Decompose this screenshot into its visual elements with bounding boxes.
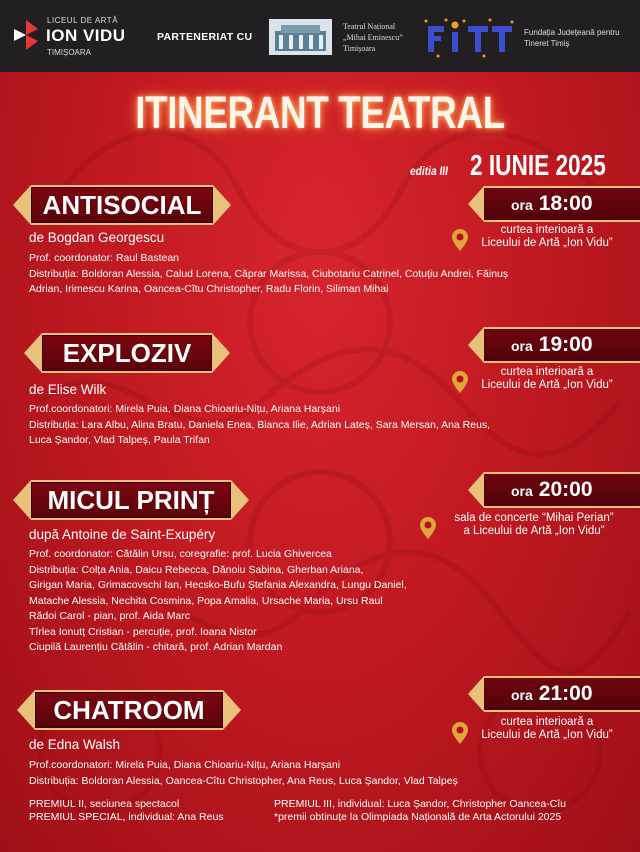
show-time: 21:00	[538, 682, 593, 705]
credit-line: Girigan Maria, Grimacovschi Ian, Hecsko-Bufu Ștefania Alexandra, Lungu Daniel,	[29, 579, 407, 591]
credit-line: Prof. coordonator: Raul Bastean	[29, 252, 180, 264]
show-time: 20:00	[538, 478, 593, 501]
show-title-banner	[31, 480, 231, 520]
show-author: după Antoine de Saint-Exupéry	[29, 527, 216, 542]
time-label: ora	[511, 338, 533, 354]
show-author: de Edna Walsh	[29, 737, 121, 752]
time-badge	[484, 676, 640, 712]
event-title: ITINERANT TEATRAL	[135, 87, 505, 138]
school-logo-icon	[14, 20, 38, 50]
venue-line1: curtea interioară a	[500, 716, 594, 728]
time-badge	[484, 327, 640, 363]
show-title-banner	[42, 333, 212, 373]
show-time: 19:00	[538, 333, 593, 356]
credit-line: Distribuția: Boldoran Alessia, Oancea-Cîtu Christopher, Ana Reus, Luca Șandor, Vlad Talpeș	[29, 774, 458, 787]
time-badge	[484, 472, 640, 508]
theatre-name-line3: Timișoara	[343, 44, 376, 53]
show-venue	[472, 716, 622, 742]
partnership-label: PARTENERIAT CU	[157, 31, 253, 43]
school-name: ION VIDU	[46, 26, 126, 45]
credit-line: Distribuția: Boldoran Alessia, Calud Lorena, Căprar Marissa, Ciubotariu Catrinel, Cotuțiu Andrei, Făinuș	[29, 267, 509, 280]
time-label: ora	[511, 687, 533, 703]
theatre-logo-image	[269, 19, 332, 55]
venue-line2: Liceului de Artă „Ion Vidu”	[481, 237, 613, 249]
time-label: ora	[511, 483, 533, 499]
theatre-name	[343, 21, 403, 54]
credit-line: Luca Șandor, Vlad Talpeș, Paula Trifan	[29, 434, 210, 446]
show-title-banner	[31, 185, 213, 225]
venue-line2: a Liceului de Artă „Ion Vidu”	[463, 525, 605, 537]
show-author: de Elise Wilk	[29, 382, 107, 397]
location-pin-icon	[420, 517, 436, 539]
show-title-banner	[35, 690, 223, 730]
show-venue	[472, 366, 622, 392]
venue-line1: curtea interioară a	[500, 366, 594, 378]
theatre-name-line2: „Mihai Eminescu”	[343, 33, 403, 42]
credit-line: Adrian, Irimescu Karina, Oancea-Cîtu Christopher, Radu Florin, Siliman Mihai	[29, 283, 389, 295]
credit-line: Tîrlea Ionutț Cristian - percuție, prof. Ioana Nistor	[29, 625, 257, 638]
venue-line2: Liceului de Artă „Ion Vidu”	[481, 379, 613, 391]
foundation-name	[524, 27, 620, 49]
award-line: PREMIUL II, seciunea spectacol	[29, 798, 180, 810]
event-date: 2 IUNIE 2025	[470, 150, 606, 182]
school-name-line1: LICEUL DE ARTĂ	[47, 16, 119, 25]
awards-right	[274, 798, 566, 824]
award-line: PREMIUL SPECIAL, individual: Ana Reus	[29, 811, 224, 823]
credit-line: Matache Alessia, Nechita Cosmina, Popa Amalia, Ursache Maria, Ursu Raul	[29, 594, 383, 607]
show-credits	[29, 758, 458, 789]
venue-line1: sala de concerte “Mihai Perian”	[454, 512, 614, 524]
foundation-name-line2: Tineret Timiș	[524, 39, 570, 48]
header-bar	[0, 0, 640, 72]
credit-line: Distribuția: Colța Ania, Daicu Rebecca, Dănoiu Sabina, Gherban Ariana,	[29, 563, 364, 576]
venue-line1: curtea interioară a	[500, 224, 594, 236]
award-line: *premii obtinuțe la Olimpiada Națională de Arta Actorului 2025	[274, 811, 562, 823]
show-venue	[472, 224, 622, 250]
foundation-name-line1: Fundația Județeană pentru	[524, 28, 620, 37]
show-title: ANTISOCIAL	[42, 190, 202, 220]
time-label: ora	[511, 197, 533, 213]
location-pin-icon	[452, 229, 468, 251]
show-venue	[436, 512, 632, 538]
credit-line: Distribuția: Lara Albu, Alina Bratu, Daniela Enea, Bianca Ilie, Adrian Lateș, Sara Mersan, Ana Reus,	[29, 418, 491, 431]
location-pin-icon	[452, 371, 468, 393]
fitt-logo-icon	[424, 18, 516, 58]
show-title: CHATROOM	[53, 695, 205, 725]
show-credits	[29, 547, 407, 656]
awards-left	[29, 798, 224, 824]
award-line: PREMIUL III, individual: Luca Șandor, Christopher Oancea-Cîu	[274, 798, 567, 810]
theatre-name-line1: Teatrul Național	[343, 22, 396, 31]
show-title: EXPLOZIV	[62, 338, 192, 368]
time-badge	[484, 186, 640, 222]
credit-line: Prof.coordonatori: Mirela Puia, Diana Chioariu-Nițu, Ariana Harșani	[29, 403, 341, 415]
edition-label: editia III	[410, 164, 448, 178]
venue-line2: Liceului de Artă „Ion Vidu”	[481, 729, 613, 741]
show-credits	[29, 251, 508, 298]
credit-line: Prof.coordonatori: Mirela Puia, Diana Chioariu-Nițu, Ariana Harșani	[29, 759, 341, 771]
show-credits	[29, 402, 490, 449]
show-time: 18:00	[538, 192, 593, 215]
credit-line: Prof. coordonator: Cătălin Ursu, coregrafie: prof. Lucia Ghivercea	[29, 548, 332, 560]
credit-line: Rădoi Carol - pian, prof. Aida Marc	[29, 610, 191, 622]
credit-line: Ciupilă Laurențiu Cătălin - chitară, prof. Adrian Mardan	[29, 641, 283, 653]
location-pin-icon	[452, 722, 468, 744]
school-city: TIMIȘOARA	[47, 48, 92, 57]
show-title: MICUL PRINȚ	[47, 485, 215, 515]
show-author: de Bogdan Georgescu	[29, 230, 165, 245]
